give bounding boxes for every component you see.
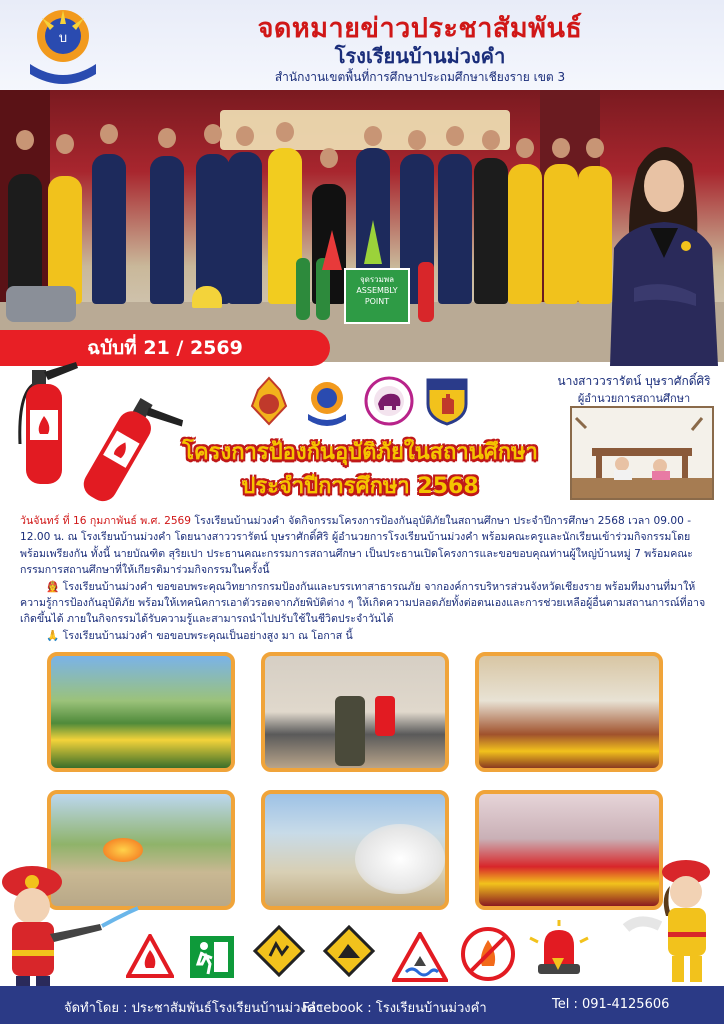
paragraph-3: 🙏 โรงเรียนบ้านม่วงคำ ขอขอบพระคุณเป็นอย่างสูง มา ณ โอกาส นี้ (46, 629, 353, 642)
newsletter-title: จดหมายข่าวประชาสัมพันธ์ (257, 13, 583, 44)
svg-text:บ: บ (58, 31, 68, 46)
project-title (150, 436, 570, 504)
article-body (20, 513, 710, 644)
school-name: โรงเรียนบ้านม่วงคำ (334, 44, 506, 68)
footer-tel: Tel : 091-4125606 (552, 997, 670, 1012)
director-role: ผู้อำนวยการสถานศึกษา (577, 392, 691, 405)
firefighter-emoji-icon: 👩‍🚒 (46, 580, 60, 593)
emergency-exit-sign-icon (188, 934, 236, 980)
education-office: สำนักงานเขตพื้นที่การศึกษาประถมศึกษาเชียงราย เขต 3 (274, 70, 566, 84)
project-title-line2: ประจำปีการศึกษา 2568 (241, 474, 479, 499)
director-name: นางสาววรารัตน์ บุษราศักดิ์ศิริ (557, 374, 711, 388)
activity-photo-3 (475, 652, 663, 772)
paragraph-1-text: โรงเรียนบ้านม่วงคำ จัดกิจกรรมโครงการป้องกันอุบัติภัยในสถานศึกษา ประจำปีการศึกษา 2568 เวลา 09.00 - 12.00 น. ณ โรงเรียนบ้านม่วงคำ โดยนางสาววรารัตน์ บุษราศักดิ์ศิริ ผู้อำนวยการโรงเรียนบ้านม่วงคำ พร้อมคณะครูและนักเรียนเข้าร่วมกิจกรรมโดยพร้อมเพรียงกัน ทั้งนี้ นายบัณฑิต สุริยเปา ประธานคณะกรรมการสถานศึกษา เป็นประธานเปิดโครงการและขอขอบคุณท่านผู้ใหญ่บ้านหมู่ 7 พร้อมคณะกรรมการสถานศึกษาที่ให้เกียรติมาร่วมกิจกรรมในครั้งนี้ (20, 515, 693, 577)
paragraph-1 (20, 513, 710, 579)
flood-sign-icon (392, 932, 448, 982)
paragraph-2: 👩‍🚒 โรงเรียนบ้านม่วงคำ ขอขอบพระคุณวิทยากรกรมป้องกันและบรรเทาสาธารณภัย จากองค์การบริหารส่วนจังหวัดเชียงราย พร้อมทีมงานที่มาให้ความรู้การป้องกันอุบัติภัย พร้อมให้เทคนิคการเอาตัวรอดจากภัยพิบัติต่าง ๆ ให้เกิดความปลอดภัยทั้งต่อตนเองและการช่วยเหลือผู้อื่นตามสถานการณ์ที่อาจเกิดขึ้นได้ ภายในกิจกรรมได้รับความรู้และสามารถนำไปปรับใช้ในชีวิตประจำวันได้ (20, 580, 706, 626)
project-title-line1: โครงการป้องกันอุบัติภัยในสถานศึกษา (182, 440, 538, 465)
shield-hand-icon (424, 376, 470, 426)
firefighter-girl-illustration (620, 856, 724, 986)
activity-photo-1 (47, 652, 235, 772)
no-fire-sign-icon (460, 926, 516, 982)
elephant-seal-icon (364, 376, 414, 426)
school-logo (24, 4, 102, 88)
activity-photo-2 (261, 652, 449, 772)
event-date: วันจันทร์ ที่ 16 กุมภาพันธ์ พ.ศ. 2569 (20, 515, 192, 527)
emblem-icon (246, 376, 292, 426)
praying-hands-icon: 🙏 (46, 629, 60, 642)
school-emblem-icon (304, 376, 350, 426)
earthquake-illustration (570, 406, 714, 500)
fire-hazard-sign-icon (126, 934, 174, 978)
earthquake-sign-icon (252, 924, 306, 978)
presenter-image (600, 128, 724, 366)
landslide-sign-icon (322, 924, 376, 978)
assembly-point-sign: จุดรวมพล ASSEMBLY POINT (344, 268, 410, 324)
issue-number-badge: ฉบับที่ 21 / 2569 (0, 330, 330, 366)
footer-facebook: Facebook : โรงเรียนบ้านม่วงคำ (302, 1001, 487, 1016)
activity-photo-5 (261, 790, 449, 910)
alarm-siren-icon (526, 918, 592, 984)
footer-credit: จัดทำโดย : ประชาสัมพันธ์โรงเรียนบ้านม่วงคำ (64, 1001, 323, 1016)
